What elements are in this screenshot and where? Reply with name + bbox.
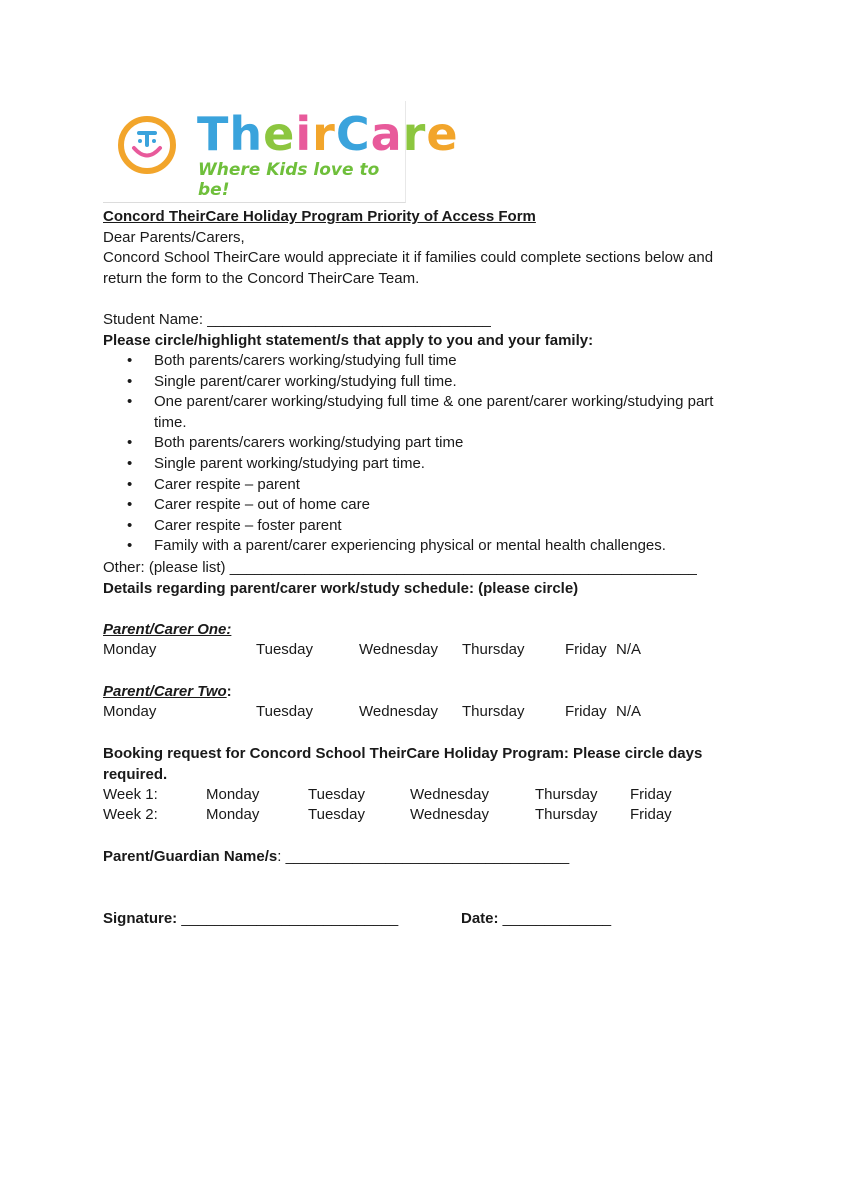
booking-day-option[interactable]: Monday xyxy=(206,786,260,803)
brand-wordmark xyxy=(197,107,459,161)
brand-letter: r xyxy=(312,107,336,161)
signature-line[interactable]: __________________________ xyxy=(177,910,399,927)
guardian-name-field[interactable] xyxy=(103,847,569,868)
bullet-icon: • xyxy=(127,475,133,493)
guardian-name-label: Parent/Guardian Name/s xyxy=(103,848,278,865)
brand-letter: r xyxy=(402,107,427,161)
booking-heading-line-2: required. xyxy=(103,766,168,783)
intro-line-1: Concord School TheirCare would appreciate it if families could complete sections below and xyxy=(103,249,714,266)
bullet-icon: • xyxy=(127,516,133,534)
week-2-days xyxy=(103,806,743,827)
brand-letter: h xyxy=(229,107,264,161)
statement-list xyxy=(103,351,743,557)
date-line[interactable]: _____________ xyxy=(498,910,612,927)
schedule-day-option[interactable]: Friday xyxy=(565,703,607,720)
schedule-day-option[interactable]: Wednesday xyxy=(359,703,438,720)
parent-two-label: Parent/Carer Two xyxy=(103,683,227,700)
form-title: Concord TheirCare Holiday Program Priority of Access Form xyxy=(103,208,536,225)
theircare-logo xyxy=(103,101,459,203)
statement-item[interactable] xyxy=(103,536,743,557)
bullet-icon: • xyxy=(127,352,133,369)
schedule-day-option[interactable]: Tuesday xyxy=(256,703,313,720)
guardian-name-line[interactable]: : __________________________________ xyxy=(277,848,570,865)
statement-item[interactable] xyxy=(103,454,743,475)
statement-text: Carer respite – parent xyxy=(154,475,300,493)
statement-item[interactable] xyxy=(103,372,743,393)
bullet-icon: • xyxy=(127,454,133,472)
statement-text: Carer respite – foster parent xyxy=(154,516,342,534)
parent-one-label: Parent/Carer One: xyxy=(103,621,232,638)
brand-letter: i xyxy=(295,107,313,161)
intro-line-2: return the form to the Concord TheirCare Team. xyxy=(103,270,420,287)
statement-item[interactable] xyxy=(103,495,743,516)
statement-text: Single parent working/studying part time. xyxy=(154,454,425,472)
parent-one-days xyxy=(103,641,743,662)
booking-day-option[interactable]: Tuesday xyxy=(308,806,365,823)
schedule-day-option[interactable]: Friday xyxy=(565,641,607,658)
bullet-icon: • xyxy=(127,393,133,411)
statement-text: Family with a parent/carer experiencing physical or mental health challenges. xyxy=(154,537,666,555)
brand-letter: e xyxy=(426,107,459,161)
booking-day-option[interactable]: Friday xyxy=(630,786,672,803)
bullet-icon: • xyxy=(127,372,133,390)
date-label: Date: xyxy=(461,910,499,927)
statement-text: Carer respite – out of home care xyxy=(154,496,370,514)
statement-item[interactable] xyxy=(103,351,743,372)
statement-item[interactable] xyxy=(103,475,743,496)
other-field[interactable]: Other: (please list) ________________________________________________________ xyxy=(103,559,697,576)
parent-two-heading xyxy=(103,682,232,703)
statement-text: Both parents/carers working/studying part time xyxy=(154,434,464,452)
booking-day-option[interactable]: Wednesday xyxy=(410,806,489,823)
booking-day-option[interactable]: Friday xyxy=(630,806,672,823)
parent-two-colon: : xyxy=(226,683,232,700)
date-field[interactable] xyxy=(461,909,611,930)
statement-text: One parent/carer working/studying full time & one parent/carer working/studying part time. xyxy=(154,393,714,431)
booking-day-option[interactable]: Thursday xyxy=(535,786,598,803)
booking-heading-line-1: Booking request for Concord School TheirCare Holiday Program: Please circle days xyxy=(103,745,703,762)
statement-text: Single parent/carer working/studying full time. xyxy=(154,372,457,390)
statement-text: Both parents/carers working/studying full time xyxy=(154,352,457,369)
statement-item[interactable] xyxy=(103,516,743,537)
brand-tagline: Where Kids love to be! xyxy=(198,160,380,200)
parent-two-days xyxy=(103,703,743,724)
smiley-logo-icon xyxy=(117,115,177,175)
signature-label: Signature: xyxy=(103,910,178,927)
booking-day-option[interactable]: Tuesday xyxy=(308,786,365,803)
brand-letter: T xyxy=(197,107,230,161)
bullet-icon: • xyxy=(127,496,133,514)
week-label: Week 2: xyxy=(103,806,158,823)
schedule-heading: Details regarding parent/carer work/study schedule: (please circle) xyxy=(103,580,579,597)
bullet-icon: • xyxy=(127,434,133,452)
brand-letter: a xyxy=(370,107,403,161)
schedule-day-option[interactable]: Monday xyxy=(103,641,157,658)
week-label: Week 1: xyxy=(103,786,158,803)
schedule-day-option[interactable]: Thursday xyxy=(462,641,525,658)
schedule-day-option[interactable]: N/A xyxy=(616,641,642,658)
schedule-day-option[interactable]: Monday xyxy=(103,703,157,720)
brand-letter: C xyxy=(335,107,371,161)
week-1-days xyxy=(103,786,743,807)
booking-day-option[interactable]: Wednesday xyxy=(410,786,489,803)
student-name-field[interactable]: Student Name: __________________________________ xyxy=(103,311,491,328)
booking-day-option[interactable]: Thursday xyxy=(535,806,598,823)
schedule-day-option[interactable]: Thursday xyxy=(462,703,525,720)
circle-statements-heading: Please circle/highlight statement/s that apply to you and your family: xyxy=(103,332,594,349)
signature-field[interactable] xyxy=(103,909,398,930)
statement-item[interactable] xyxy=(103,433,743,454)
statement-item[interactable] xyxy=(103,392,743,433)
booking-day-option[interactable]: Monday xyxy=(206,806,260,823)
schedule-day-option[interactable]: Wednesday xyxy=(359,641,438,658)
bullet-icon: • xyxy=(127,537,133,555)
schedule-day-option[interactable]: N/A xyxy=(616,703,642,720)
schedule-day-option[interactable]: Tuesday xyxy=(256,641,313,658)
greeting: Dear Parents/Carers, xyxy=(103,229,245,246)
brand-letter: e xyxy=(263,107,296,161)
